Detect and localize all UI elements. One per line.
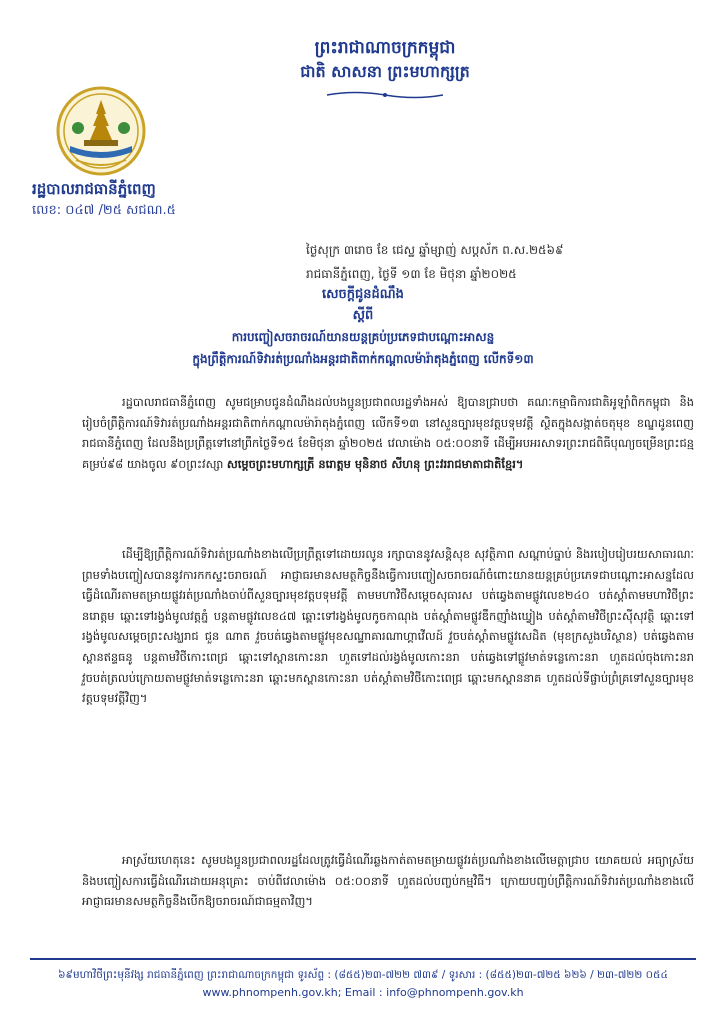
body-paragraph-2: ដើម្បីឱ្យព្រឹត្តិការណ៍ទិវារត់ប្រណាំងខាងលើប្រព្រឹត្តទៅដោយរលូន រក្សាបាននូវសន្តិសុខ សុវត្ថិភាព សណ្តាប់ធ្នាប់ និងរបៀបរៀបរយសាធារណៈ ព្រមទាំងបញ្ចៀសបាននូវការកកស្ទះចរាចរណ៍ អាជ្ញាធរមានសមត្ថកិច្ចនឹងធ្វើការបញ្ចៀសចរាចរណ៍ចំពោះយានយន្តគ្រប់ប្រភេទជាបណ្តោះអាសន្នដែលធ្វើដំណើរតាមតម្រាយផ្លូវរត់ប្រណាំងចាប់ពីសួនច្បារមុខវត្តបទុមវត្តី តាមមហាវិថីសម្តេចសុធារស បត់ឆ្វេងតាមផ្លូវលេខ២៤០ បត់ស្តាំតាមមហាវិថីព្រះនរោត្តម ឆ្ពោះទៅរង្វង់មូលវត្តភ្នំ បន្តតាមផ្លូវលេខ៤៧ ឆ្ពោះទៅរង្វង់មូលកូចកាណុង បត់ស្តាំតាមផ្លូវឌឹកញ៉ាំងឃ្វៀង បត់ស្តាំតាមវិថីព្រះស៊ីសុវត្ថិ ឆ្ពោះទៅរង្វង់មូលសម្តេចព្រះសង្ឃរាជ ជួន ណាត វួចបត់ឆ្វេងតាមផ្លូវមុខសណ្ឋាគារណាហ្គាវើលដ៍ វួចបត់ស្តាំតាមផ្លូវសេដិត (មុខក្រសួងបរិស្ថាន) បត់ឆ្វេងតាមស្ពានឥន្ទធនូ បន្តតាមវិថីកោះពេជ្រ ឆ្ពោះទៅស្ពានកោះនរា ហួតទៅដល់រង្វង់មូលកោះនរា បត់ឆ្វេងទៅផ្លូវមាត់ទន្លេកោះនរា ហួតដល់ចុងកោះនរា វួចបត់ត្រលប់ក្រោយតាមផ្លូវមាត់ទន្លេកោះនរា ឆ្ពោះមកស្ពានកោះនរា បត់ស្តាំតាមវិថីកោះពេជ្រ ឆ្ពោះមកស្ពាននាគ ហួតដល់ទីផ្ចាប់ព្រំគ្រទៅសួនច្បារមុខវត្តបទុមវត្តីវិញ។ [82,547,694,706]
date-block [306,238,696,286]
lunar-date: ថ្ងៃសុក្រ ៣រោច ខែ ជេស្ឋ ឆ្នាំម្សាញ់ សប្តស័ក ព.ស.២៥៦៩ [306,243,564,257]
website-link[interactable]: www.phnompenh.gov.kh [202,986,338,999]
issuer-name: រដ្ឋបាលរាជធានីភ្នំពេញ [32,180,156,198]
email-label: Email : [344,986,383,999]
body-paragraph-3: អាស្រ័យហេតុនេះ សូមបងប្អូនប្រជាពលរដ្ឋដែលត្រូវធ្វើដំណើរឆ្លងកាត់តាមតម្រាយផ្លូវរត់ប្រណាំងខាងលើមេត្តាជ្រាប យោគយល់ អធ្យាស្រ័យ និងបញ្ចៀសការធ្វើដំណើរដោយអនុគ្រោះ ចាប់ពីវេលាម៉ោង ០៥:០០នាទី ហួតដល់បញ្ចប់កម្មវិធី។ ក្រោយបញ្ចប់ព្រឹត្តិការណ៍ទិវារត់ប្រណាំងខាងលើ អាជ្ញាធរមានសមត្ថកិច្ចនឹងបើកឱ្យចរាចរណ៍ជាធម្មតាវិញ។ [82,853,694,909]
notice-title-block [100,284,626,370]
queen-mother-title: សម្តេចព្រះមហាក្សត្រី នរោត្តម មុនិនាថ សីហនុ ព្រះវររាជមាតាជាតិខ្មែរ។ [226,456,524,471]
kingdom-name: ព្រះរាជាណាចក្រកម្ពុជា [314,38,456,58]
notice-subject-line2: ក្នុងព្រឹត្តិការណ៍ទិវារត់ប្រណាំងអន្តរជាតិពាក់កណ្តាលម៉ារ៉ាតុងភ្នំពេញ លើកទី១៣ [192,352,534,366]
notice-body [82,392,694,912]
kingdom-motto [250,36,520,100]
document-number: លេខ: ០៤៧ /២៥ សជណ.៥ [32,203,176,218]
national-motto: ជាតិ សាសនា ព្រះមហាក្សត្រ [300,62,470,81]
footer-address: ៦៩មហាវិថីព្រះមុនីវង្ស រាជធានីភ្នំពេញ ព្រះរាជាណាចក្រកម្ពុជា ទូរស័ព្ទ : (៨៥៥)២៣-៧២២ ៧៣៩ / ទូរសារ : (៨៥៥)២៣-៧២៥ ៦២៦ / ២៣-៧២២ ០៥៤ [58,969,668,981]
notice-title: សេចក្តីជូនដំណឹង [322,287,404,302]
body-paragraph-1 [82,392,694,530]
notice-about: ស្តីពី [352,308,374,323]
ornament-divider [325,90,445,100]
body-paragraph-1-text: រដ្ឋបាលរាជធានីភ្នំពេញ សូមជម្រាបជូនដំណឹងដល់បងប្អូនប្រជាពលរដ្ឋទាំងអស់ ឱ្យបានជ្រាបថា គណៈកម្មាធិការជាតិអូឡាំពិកកម្ពុជា និងរៀបចំព្រឹត្តិការណ៍ទិវារត់ប្រណាំងអន្តរជាតិពាក់កណ្តាលម៉ារ៉ាតុងភ្នំពេញ លើកទី១៣ នៅសួនច្បារមុខវត្តបទុមវត្តី ស្ថិតក្នុងសង្កាត់ចតុមុខ ខណ្ឌដូនពេញ រាជធានីភ្នំពេញ ដែលនឹងប្រព្រឹត្តទៅនៅព្រឹកថ្ងៃទី១៥ ខែមិថុនា ឆ្នាំ២០២៥ វេលាម៉ោង ០៥:០០នាទី ដើម្បីអបអរសាទរព្រះរាជពិធីបុណ្យចម្រើនព្រះជន្មគម្រប់៩៨ យាងចូល ៩០ព្រះវស្សា [82,395,694,471]
solar-date: រាជធានីភ្នំពេញ, ថ្ងៃទី ១៣ ខែ មិថុនា ឆ្នាំ២០២៥ [306,267,517,281]
letterhead-footer [30,958,696,1002]
phnom-penh-seal-icon [56,86,146,176]
footer-contact: www.phnompenh.gov.kh; Email : info@phnompenh.gov.kh [202,986,524,999]
footer-rule [30,958,696,960]
notice-subject-line1: ការបញ្ចៀសចរាចរណ៍យានយន្តគ្រប់ប្រភេទជាបណ្តោះអាសន្ន [231,330,495,344]
issuer-block [32,178,176,222]
email-link[interactable]: info@phnompenh.gov.kh [386,986,524,999]
